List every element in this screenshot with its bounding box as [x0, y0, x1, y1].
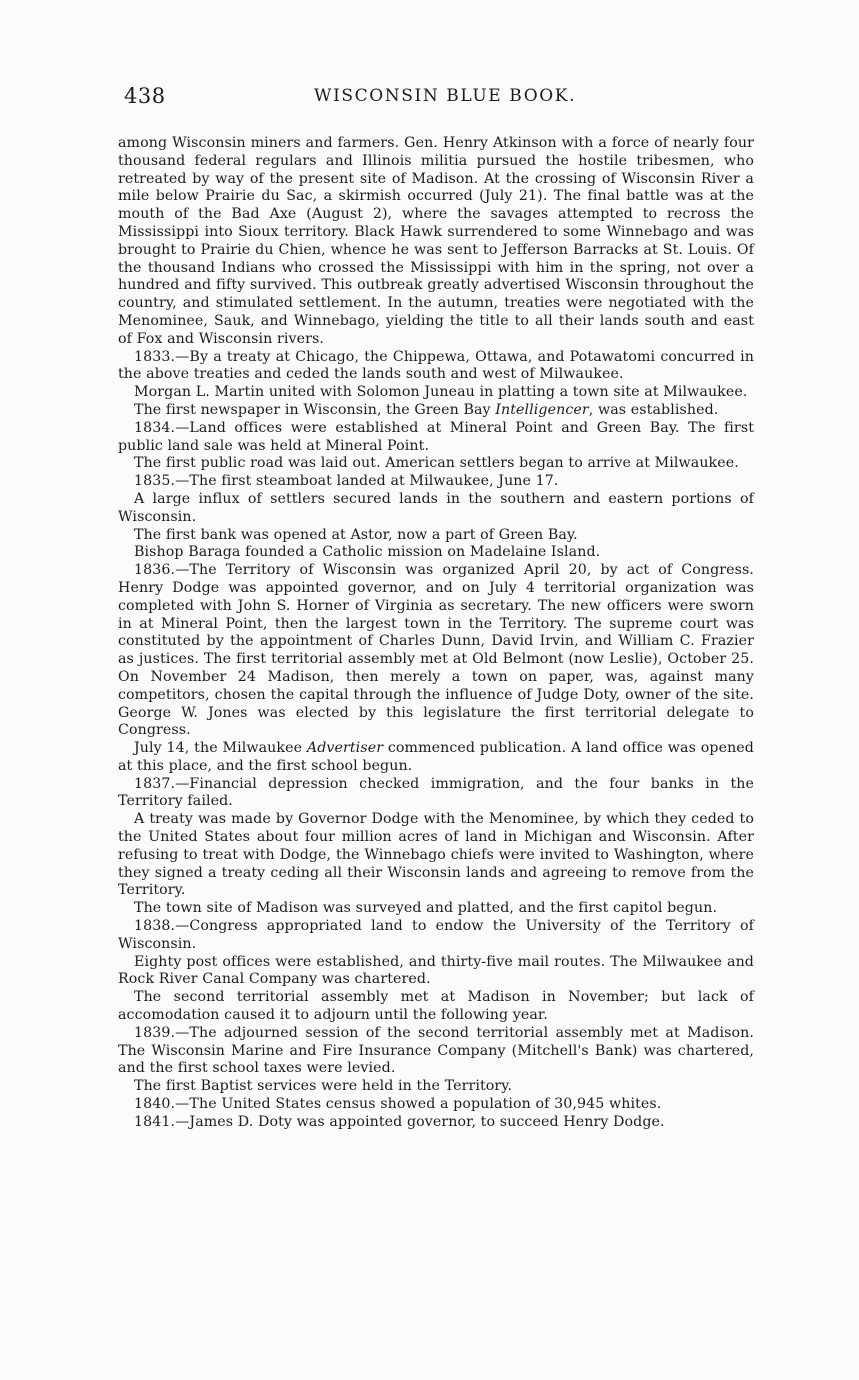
body-paragraph	[118, 1078, 754, 1096]
publication-title: Advertiser	[306, 740, 384, 757]
body-paragraph	[118, 349, 754, 385]
year-label: 1836.	[134, 562, 176, 579]
body-paragraph	[118, 491, 754, 527]
paragraph-text: A treaty was made by Governor Dodge with the Menominee, by which they ceded to the United States about four million acres of land in Michigan and Wisconsin. After refusing to treat with Dodge, the Winnebago chiefs were invited to Washington, where they signed a treaty ceding all their Wisconsin lands and agreeing to remove from the Territory.	[118, 811, 754, 899]
body-paragraph	[118, 562, 754, 740]
paragraph-text: The second territorial assembly met at Madison in November; but lack of accomodation caused it to adjourn until the following year.	[118, 989, 754, 1024]
body-paragraph	[118, 402, 754, 420]
year-label: 1839.	[134, 1024, 176, 1041]
body-paragraph	[118, 776, 754, 812]
page-header	[124, 84, 754, 112]
paragraph-text: Bishop Baraga founded a Catholic mission on Madelaine Island.	[134, 544, 601, 561]
paragraph-text: —The first steamboat landed at Milwaukee, June 17.	[175, 473, 559, 490]
paragraph-text: A large influx of settlers secured lands in the southern and eastern portions of Wisconsin.	[118, 490, 754, 525]
year-label: 1838.	[134, 918, 176, 935]
paragraph-text-tail: , was established.	[588, 401, 719, 418]
paragraph-text: The first newspaper in Wisconsin, the Green Bay	[134, 401, 496, 418]
body-paragraph	[118, 135, 754, 349]
body-paragraph	[118, 1114, 754, 1132]
paragraph-text: Morgan L. Martin united with Solomon Juneau in platting a town site at Milwaukee.	[134, 384, 748, 401]
paragraph-text: The first bank was opened at Astor, now a part of Green Bay.	[134, 526, 578, 543]
body-text	[118, 135, 754, 1132]
body-paragraph	[118, 811, 754, 900]
body-paragraph	[118, 455, 754, 473]
body-paragraph	[118, 1025, 754, 1078]
paragraph-text: July 14, the Milwaukee	[134, 740, 307, 757]
year-label: 1833.	[134, 348, 176, 365]
paragraph-text: —Land offices were established at Mineral Point and Green Bay. The first public land sale was held at Mineral Point.	[118, 419, 754, 454]
publication-title: Intelligencer	[495, 401, 589, 418]
page-number: 438	[124, 84, 166, 108]
body-paragraph	[118, 1096, 754, 1114]
paragraph-text: —The adjourned session of the second territorial assembly met at Madison. The Wisconsin Marine and Fire Insurance Company (Mitchell's Bank) was chartered, and the first school taxes were levied.	[118, 1024, 754, 1077]
paragraph-text: —Congress appropriated land to endow the University of the Territory of Wisconsin.	[118, 918, 754, 952]
body-paragraph	[118, 544, 754, 562]
body-paragraph	[118, 420, 754, 456]
paragraph-text: —Financial depression checked immigration, and the four banks in the Territory failed.	[118, 775, 754, 810]
body-paragraph	[118, 954, 754, 990]
year-label: 1840.	[134, 1096, 176, 1113]
paragraph-text: —The United States census showed a population of 30,945 whites.	[175, 1096, 662, 1113]
body-paragraph	[118, 473, 754, 491]
paragraph-text: —By a treaty at Chicago, the Chippewa, Ottawa, and Potawatomi concurred in the above treaties and ceded the lands south and west of Milwaukee.	[118, 348, 754, 383]
paragraph-text: The town site of Madison was surveyed and platted, and the first capitol begun.	[134, 900, 718, 917]
paragraph-text-tail: commenced publication. A land office was opened at this place, and the first school begun.	[118, 740, 754, 774]
paragraph-text: The first Baptist services were held in the Territory.	[134, 1078, 513, 1095]
paragraph-text: —The Territory of Wisconsin was organized April 20, by act of Congress. Henry Dodge was appointed governor, and on July 4 territorial organization was completed with John S. Horner of Virginia as secretary. The new officers were sworn in at Mineral Point, then the largest town in the Territory. The supreme court was constituted by the appointment of Charles Dunn, David Irvin, and William C. Frazier as justices. The first territorial assembly met at Old Belmont (now Leslie), October 25. On November 24 Madison, then merely a town on paper, was, against many competitors, chosen the capital through the influence of Judge Doty, owner of the site. George W. Jones was elected by this legislature the first territorial delegate to Congress.	[118, 562, 754, 739]
body-paragraph	[118, 989, 754, 1025]
running-title: WISCONSIN BLUE BOOK.	[314, 86, 577, 106]
year-label: 1834.	[134, 419, 176, 436]
body-paragraph	[118, 740, 754, 776]
paragraph-text: —James D. Doty was appointed governor, to succeed Henry Dodge.	[175, 1113, 665, 1130]
paragraph-text: The first public road was laid out. American settlers began to arrive at Milwaukee.	[134, 455, 739, 472]
paragraph-text: among Wisconsin miners and farmers. Gen. Henry Atkinson with a force of nearly four thousand federal regulars and Illinois militia pursued the hostile tribesmen, who retreated by way of the present site of Madison. At the crossing of Wisconsin River a mile below Prairie du Sac, a skirmish occurred (July 21). The final battle was at the mouth of the Bad Axe (August 2), where the savages attempted to recross the Mississippi into Sioux territory. Black Hawk surrendered to some Winnebago and was brought to Prairie du Chien, whence he was sent to Jefferson Barracks at St. Louis. Of the thousand Indians who crossed the Mississippi with him in the spring, not over a hundred and fifty survived. This outbreak greatly advertised Wisconsin throughout the country, and stimulated settlement. In the autumn, treaties were negotiated with the Menominee, Sauk, and Winnebago, yielding the title to all their lands south and east of Fox and Wisconsin rivers.	[118, 135, 754, 347]
year-label: 1841.	[134, 1113, 176, 1130]
body-paragraph	[118, 900, 754, 918]
body-paragraph	[118, 918, 754, 954]
year-label: 1835.	[134, 473, 176, 490]
body-paragraph	[118, 527, 754, 545]
body-paragraph	[118, 384, 754, 402]
paragraph-text: Eighty post offices were established, and thirty-five mail routes. The Milwaukee and Rock River Canal Company was chartered.	[118, 953, 754, 988]
year-label: 1837.	[134, 775, 176, 792]
